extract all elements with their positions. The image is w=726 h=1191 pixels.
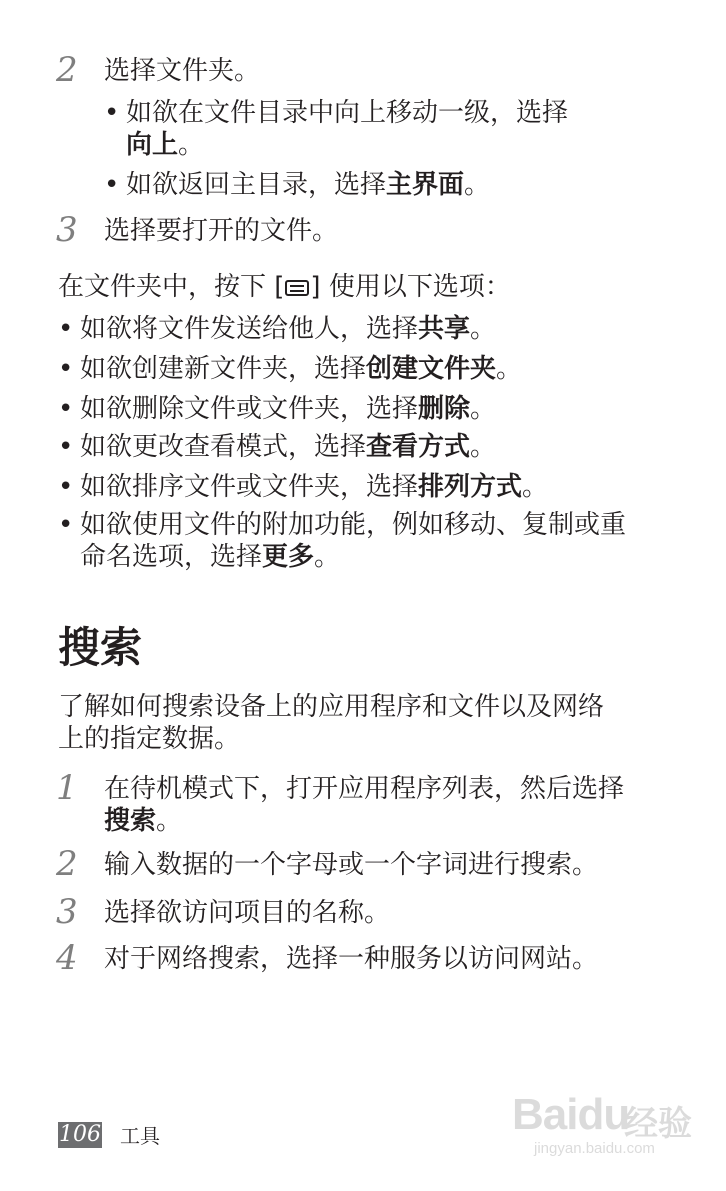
option-sort	[80, 470, 548, 504]
step-number: 3	[56, 210, 78, 250]
step-text: 选择欲访问项目的名称。	[104, 898, 391, 928]
step-text: 在待机模式下，打开应用程序列表，然后选择	[104, 774, 625, 804]
step-text: 对于网络搜索，选择一种服务以访问网站。	[104, 944, 599, 974]
bullet-dot: •	[58, 354, 74, 384]
step-number: 4	[56, 938, 78, 978]
bullet-dot: •	[58, 394, 74, 424]
watermark-logo: Baidu	[512, 1090, 630, 1139]
option-body: 如欲删除文件或文件夹，选择	[80, 394, 419, 424]
punct: 。	[470, 432, 497, 462]
intro-post: ] 使用以下选项：	[310, 272, 511, 302]
ui-term: 创建文件夹	[366, 354, 497, 384]
step-number: 2	[56, 50, 78, 90]
step-text: 选择文件夹。	[104, 56, 261, 86]
baidu-watermark	[512, 1082, 692, 1164]
ui-term: 排列方式	[418, 472, 523, 502]
section-intro-line2: 上的指定数据。	[58, 724, 241, 754]
option-view-mode	[80, 430, 496, 464]
page-number: 106	[59, 1122, 101, 1147]
option-more-line2	[80, 540, 340, 574]
option-create-folder	[80, 352, 522, 386]
ui-term: 删除	[418, 394, 471, 424]
step-text: 选择要打开的文件。	[104, 216, 339, 246]
bullet-text-cont	[126, 128, 204, 162]
section-heading: 搜索	[58, 623, 143, 672]
folder-intro	[58, 270, 511, 304]
option-body: 如欲更改查看模式，选择	[80, 432, 367, 462]
section-label: 工具	[120, 1124, 160, 1148]
bullet-dot: •	[58, 432, 74, 462]
option-body: 如欲创建新文件夹，选择	[80, 354, 367, 384]
step-text: 输入数据的一个字母或一个字词进行搜索。	[104, 850, 599, 880]
watermark-cn: 经验	[624, 1104, 692, 1144]
ui-term: 向上	[126, 130, 179, 160]
bullet-body: 如欲返回主目录，选择	[126, 170, 387, 200]
bullet-dot: •	[58, 510, 74, 540]
bullet-text	[126, 168, 490, 202]
section-intro-line1: 了解如何搜索设备上的应用程序和文件以及网络	[58, 692, 605, 722]
punct: 。	[496, 354, 523, 384]
bullet-text: 如欲在文件目录中向上移动一级，选择	[126, 98, 569, 128]
option-delete	[80, 392, 496, 426]
punct: 。	[470, 394, 497, 424]
option-body: 命名选项，选择	[80, 542, 263, 572]
option-body: 如欲排序文件或文件夹，选择	[80, 472, 419, 502]
step-number: 1	[56, 768, 78, 808]
bullet-dot: •	[58, 472, 74, 502]
option-body: 如欲将文件发送给他人，选择	[80, 314, 419, 344]
punct: 。	[470, 314, 497, 344]
ui-term: 搜索	[104, 806, 157, 836]
intro-pre: 在文件夹中，按下 [	[58, 272, 285, 302]
punct: 。	[314, 542, 341, 572]
bullet-dot: •	[104, 170, 120, 200]
step-number: 3	[56, 892, 78, 932]
punct: 。	[156, 806, 183, 836]
bullet-dot: •	[58, 314, 74, 344]
step-text-cont	[104, 804, 182, 838]
menu-key-icon	[285, 280, 309, 296]
watermark-url: jingyan.baidu.com	[534, 1140, 655, 1157]
ui-term: 查看方式	[366, 432, 471, 462]
ui-term: 更多	[262, 542, 315, 572]
option-more-line1: 如欲使用文件的附加功能，例如移动、复制或重	[80, 510, 627, 540]
ui-term: 共享	[418, 314, 471, 344]
punct: 。	[178, 130, 205, 160]
step-number: 2	[56, 844, 78, 884]
ui-term: 主界面	[386, 170, 465, 200]
punct: 。	[522, 472, 549, 502]
bullet-dot: •	[104, 98, 120, 128]
option-share	[80, 312, 496, 346]
punct: 。	[464, 170, 491, 200]
